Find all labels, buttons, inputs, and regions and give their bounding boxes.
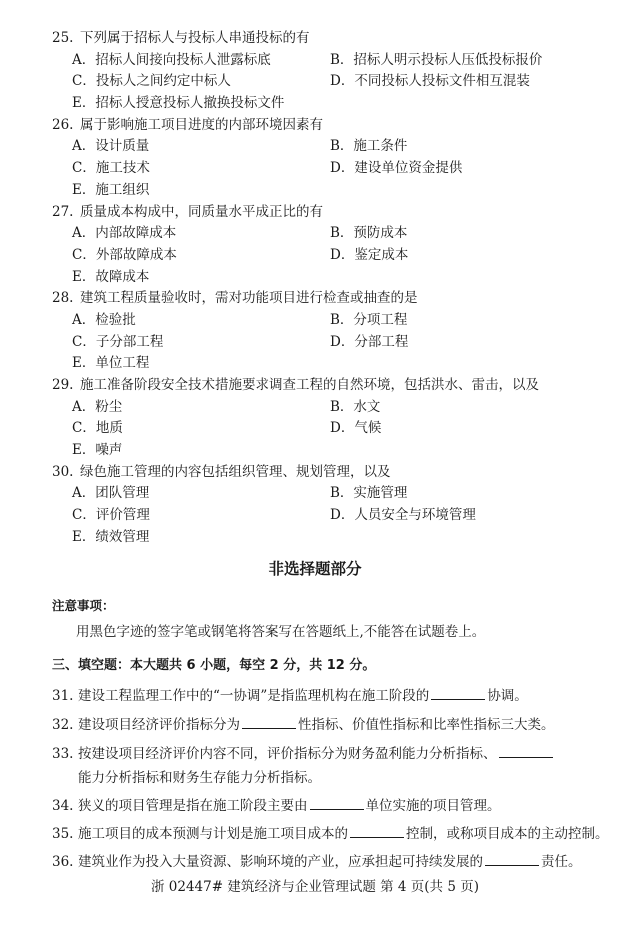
fill-question-34: [52, 794, 612, 814]
question-27: [52, 202, 612, 224]
option-row: [52, 71, 612, 93]
question-text-before: 按建设项目经济评价内容不同，评价指标分为财务盈利能力分析指标、: [78, 746, 497, 762]
question-number: 29.: [52, 377, 74, 393]
question-number: 33.: [52, 746, 74, 762]
option-e: E．施工组织: [72, 181, 150, 198]
option-a: A．设计质量: [72, 138, 150, 155]
question-number: 36.: [52, 854, 74, 870]
option-e: E．招标人授意投标人撤换投标文件: [72, 95, 285, 112]
question-text-before: 施工项目的成本预测与计划是施工项目成本的: [78, 826, 348, 842]
option-row: [52, 310, 612, 332]
fill-question-35: [52, 822, 612, 842]
answer-blank[interactable]: [499, 745, 553, 758]
option-a: A．检验批: [72, 311, 136, 328]
option-c: C．外部故障成本: [72, 246, 177, 263]
question-number: 28.: [52, 290, 74, 307]
question-text-before: 狭义的项目管理是指在施工阶段主要由: [78, 798, 308, 814]
question-text-after: 性指标、价值性指标和比率性指标三大类。: [298, 717, 555, 733]
question-text-before: 建设工程监理工作中的“一协调”是指监理机构在施工阶段的: [78, 688, 430, 704]
question-30: [52, 462, 612, 484]
option-b: B．招标人明示投标人压低投标报价: [330, 51, 543, 68]
page-footer: 浙 02447# 建筑经济与企业管理试题 第 4 页(共 5 页): [150, 879, 479, 895]
question-text-after: 协调。: [487, 688, 528, 704]
option-c: C．施工技术: [72, 160, 150, 177]
answer-blank[interactable]: [431, 687, 485, 700]
fill-question-33: [52, 742, 612, 762]
option-d: D．建设单位资金提供: [330, 160, 463, 177]
fill-question-36: [52, 850, 612, 870]
option-b: B．施工条件: [330, 138, 408, 155]
option-row: [52, 418, 612, 440]
option-row: [52, 93, 612, 115]
option-e: E．噪声: [72, 442, 123, 459]
question-text-before: 建筑业作为投入大量资源、影响环境的产业，应承担起可持续发展的: [78, 854, 483, 870]
question-number: 31.: [52, 688, 74, 704]
fill-question-31: [52, 684, 612, 704]
fill-question-32: [52, 713, 612, 733]
part3-heading: 三、填空题：本大题共 6 小题，每空 2 分，共 12 分。: [52, 658, 376, 673]
option-b: B．预防成本: [330, 225, 408, 242]
option-e: E．绩效管理: [72, 528, 150, 545]
option-row: [52, 50, 612, 72]
option-row: [52, 527, 612, 549]
question-number: 27.: [52, 203, 74, 220]
option-c: C．评价管理: [72, 507, 150, 524]
multiple-choice-section: [52, 28, 612, 549]
option-row: [52, 136, 612, 158]
option-row: [52, 353, 612, 375]
option-row: [52, 180, 612, 202]
question-text: 建筑工程质量验收时，需对功能项目进行检查或抽查的是: [80, 290, 418, 307]
option-row: [52, 245, 612, 267]
question-text: 施工准备阶段安全技术措施要求调查工程的自然环境，包括洪水、雷击，以及: [80, 377, 539, 393]
option-c: C．投标人之间约定中标人: [72, 73, 231, 90]
option-row: [52, 483, 612, 505]
option-d: D．不同投标人投标文件相互混装: [330, 73, 530, 90]
option-a: A．招标人间接向投标人泄露标底: [72, 51, 271, 68]
option-b: B．分项工程: [330, 311, 408, 328]
answer-blank[interactable]: [310, 797, 364, 810]
option-e: E．故障成本: [72, 268, 150, 285]
option-d: D．人员安全与环境管理: [330, 507, 476, 524]
question-29: [52, 375, 612, 397]
option-a: A．团队管理: [72, 485, 150, 502]
question-text-after: 责任。: [541, 854, 582, 870]
question-text-after: 单位实施的项目管理。: [365, 798, 501, 814]
question-number: 25.: [52, 30, 74, 46]
option-row: [52, 505, 612, 527]
option-row: [52, 158, 612, 180]
question-text: 下列属于招标人与投标人串通投标的有: [80, 30, 310, 46]
question-text-before: 建设项目经济评价指标分为: [78, 717, 240, 733]
question-25: [52, 28, 612, 50]
option-b: B．水文: [330, 398, 381, 415]
question-28: [52, 288, 612, 310]
notice-body: 用黑色字迹的签字笔或钢笔将答案写在答题纸上,不能答在试题卷上。: [76, 624, 486, 640]
question-number: 35.: [52, 826, 74, 842]
answer-blank[interactable]: [242, 716, 296, 729]
question-26: [52, 115, 612, 137]
question-number: 26.: [52, 116, 74, 133]
question-text-after: 控制，或称项目成本的主动控制。: [406, 826, 609, 842]
option-c: C．子分部工程: [72, 333, 164, 350]
notice-heading: 注意事项：: [52, 598, 115, 613]
question-text: 质量成本构成中，同质量水平成正比的有: [80, 203, 323, 220]
fill-question-33-continuation: 能力分析指标和财务生存能力分析指标。: [78, 770, 321, 786]
answer-blank[interactable]: [350, 825, 404, 838]
option-row: [52, 397, 612, 419]
question-number: 34.: [52, 798, 74, 814]
section-title: 非选择题部分: [268, 560, 362, 578]
option-d: D．鉴定成本: [330, 246, 409, 263]
question-number: 30.: [52, 463, 74, 480]
option-row: [52, 223, 612, 245]
option-row: [52, 440, 612, 462]
question-number: 32.: [52, 717, 74, 733]
option-a: A．粉尘: [72, 398, 123, 415]
answer-blank[interactable]: [485, 853, 539, 866]
option-e: E．单位工程: [72, 355, 150, 372]
option-b: B．实施管理: [330, 485, 408, 502]
option-a: A．内部故障成本: [72, 225, 177, 242]
question-text: 属于影响施工项目进度的内部环境因素有: [80, 116, 323, 133]
question-text: 绿色施工管理的内容包括组织管理、规划管理，以及: [80, 463, 391, 480]
option-d: D．分部工程: [330, 333, 409, 350]
option-row: [52, 332, 612, 354]
option-c: C．地质: [72, 420, 123, 437]
option-row: [52, 267, 612, 289]
option-d: D．气候: [330, 420, 382, 437]
